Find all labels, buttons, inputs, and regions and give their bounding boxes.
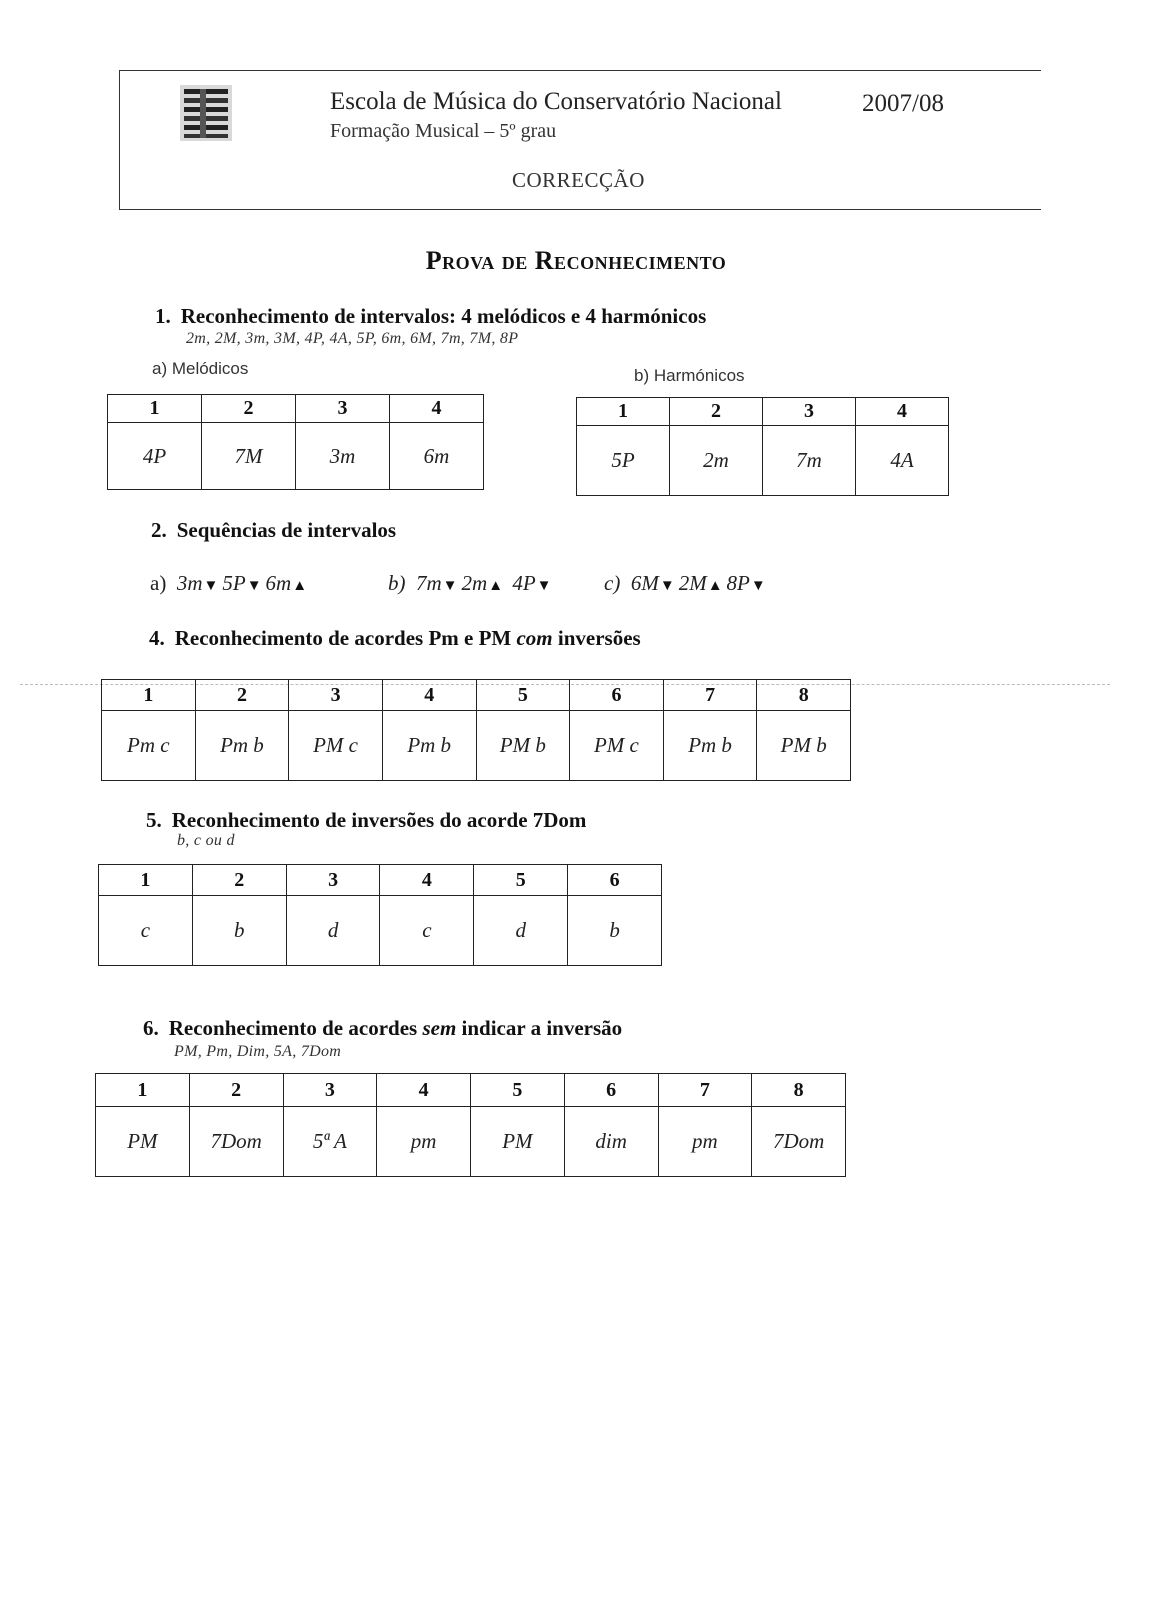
answer-cell: 6m xyxy=(390,423,484,490)
answer-cell: PM xyxy=(96,1107,190,1177)
section-number: 4. xyxy=(149,626,165,650)
section-6-hint: PM, Pm, Dim, 5A, 7Dom xyxy=(174,1043,342,1060)
section-title-emphasis: sem xyxy=(422,1016,457,1040)
column-number: 4 xyxy=(377,1074,471,1107)
answer-cell: c xyxy=(380,896,474,966)
column-number: 2 xyxy=(202,395,296,423)
interval: 4P xyxy=(512,571,536,595)
answer-cell: PM c xyxy=(570,711,664,781)
section-number: 6. xyxy=(143,1016,159,1040)
column-number: 2 xyxy=(189,1074,283,1107)
section-number: 1. xyxy=(155,304,171,328)
school-year: 2007/08 xyxy=(862,90,944,117)
triangle-down-icon: ▼ xyxy=(246,578,262,594)
answer-cell: 2m xyxy=(670,426,763,496)
section-2-heading xyxy=(151,518,396,543)
column-number: 4 xyxy=(390,395,484,423)
answer-cell: 7M xyxy=(202,423,296,490)
column-number: 6 xyxy=(570,680,664,711)
answer-cell: 4P xyxy=(108,423,202,490)
answer-cell: b xyxy=(568,896,662,966)
section-4-heading xyxy=(149,626,641,651)
column-number: 3 xyxy=(286,865,380,896)
answer-cell: 3m xyxy=(296,423,390,490)
section-5-hint: b, c ou d xyxy=(177,832,235,849)
section-6-heading xyxy=(143,1016,622,1041)
column-number: 7 xyxy=(663,680,757,711)
chord-inversions-table xyxy=(101,679,851,781)
column-number: 1 xyxy=(99,865,193,896)
interval: 5P xyxy=(222,571,246,595)
column-number: 6 xyxy=(564,1074,658,1107)
column-number: 1 xyxy=(102,680,196,711)
triangle-up-icon: ▲ xyxy=(707,578,723,594)
answer-cell: 5ª A xyxy=(283,1107,377,1177)
section-title-end: inversões xyxy=(557,626,641,650)
answer-cell: 7m xyxy=(763,426,856,496)
column-number: 2 xyxy=(195,680,289,711)
column-number: 8 xyxy=(752,1074,846,1107)
school-logo-icon xyxy=(180,85,232,141)
interval: 3m xyxy=(176,571,203,595)
section-title: Sequências de intervalos xyxy=(176,518,397,542)
column-number: 3 xyxy=(283,1074,377,1107)
sequence-label: c) xyxy=(604,571,621,595)
melodic-intervals-table xyxy=(107,394,484,490)
interval: 8P xyxy=(726,571,750,595)
column-number: 5 xyxy=(474,865,568,896)
section-title-emphasis: com xyxy=(516,626,553,650)
harmonic-intervals-table xyxy=(576,397,949,496)
harmonic-label: b) Harmónicos xyxy=(634,366,745,385)
column-number: 4 xyxy=(382,680,476,711)
column-number: 6 xyxy=(568,865,662,896)
triangle-down-icon: ▼ xyxy=(659,578,675,594)
melodic-label: a) Melódicos xyxy=(152,359,249,378)
column-number: 5 xyxy=(471,1074,565,1107)
sequence-c xyxy=(604,571,770,596)
answer-cell: PM c xyxy=(289,711,383,781)
answer-cell: Pm c xyxy=(102,711,196,781)
triangle-up-icon: ▲ xyxy=(488,578,504,594)
answer-cell: 7Dom xyxy=(189,1107,283,1177)
answer-cell: b xyxy=(192,896,286,966)
dom7-inversions-table xyxy=(98,864,662,966)
section-1-hint: 2m, 2M, 3m, 3M, 4P, 4A, 5P, 6m, 6M, 7m, 7M, 8P xyxy=(186,330,519,347)
column-number: 3 xyxy=(763,398,856,426)
answer-cell: c xyxy=(99,896,193,966)
section-title: Reconhecimento de acordes xyxy=(168,1016,418,1040)
sequence-a xyxy=(150,571,311,596)
column-number: 2 xyxy=(670,398,763,426)
answer-cell: pm xyxy=(658,1107,752,1177)
section-title: Reconhecimento de intervalos: 4 melódicos e 4 harmónicos xyxy=(180,304,707,328)
column-number: 4 xyxy=(856,398,949,426)
school-name: Escola de Música do Conservatório Nacional xyxy=(330,88,782,115)
section-number: 5. xyxy=(146,808,162,832)
chords-no-inversion-table xyxy=(95,1073,846,1177)
column-number: 8 xyxy=(757,680,851,711)
answer-cell: d xyxy=(474,896,568,966)
triangle-down-icon: ▼ xyxy=(442,578,458,594)
triangle-down-icon: ▼ xyxy=(750,578,766,594)
column-number: 3 xyxy=(289,680,383,711)
answer-cell: 7Dom xyxy=(752,1107,846,1177)
section-title: Reconhecimento de acordes Pm e PM xyxy=(174,626,512,650)
answer-cell: PM b xyxy=(757,711,851,781)
answer-cell: 4A xyxy=(856,426,949,496)
page-title: Prova de Reconhecimento xyxy=(425,246,727,275)
interval: 2M xyxy=(678,571,707,595)
column-number: 3 xyxy=(296,395,390,423)
triangle-down-icon: ▼ xyxy=(203,578,219,594)
interval: 6m xyxy=(265,571,292,595)
triangle-down-icon: ▼ xyxy=(536,578,552,594)
sequence-b xyxy=(388,571,556,596)
answer-cell: Pm b xyxy=(382,711,476,781)
answer-cell: pm xyxy=(377,1107,471,1177)
section-title-end: indicar a inversão xyxy=(461,1016,623,1040)
section-1-heading xyxy=(155,304,706,329)
answer-cell: d xyxy=(286,896,380,966)
section-5-heading xyxy=(146,808,586,833)
triangle-up-icon: ▲ xyxy=(292,578,308,594)
answer-cell: 5P xyxy=(577,426,670,496)
section-number: 2. xyxy=(151,518,167,542)
correction-label: CORRECÇÃO xyxy=(512,168,645,192)
column-number: 5 xyxy=(476,680,570,711)
interval: 7m xyxy=(416,571,442,595)
interval: 2m xyxy=(461,571,488,595)
interval: 6M xyxy=(630,571,659,595)
column-number: 1 xyxy=(577,398,670,426)
answer-cell: Pm b xyxy=(195,711,289,781)
column-number: 1 xyxy=(108,395,202,423)
section-title: Reconhecimento de inversões do acorde 7Dom xyxy=(171,808,587,832)
sequence-label: a) xyxy=(150,571,167,595)
sequence-label: b) xyxy=(388,571,406,595)
answer-cell: dim xyxy=(564,1107,658,1177)
answer-cell: PM b xyxy=(476,711,570,781)
column-number: 1 xyxy=(96,1074,190,1107)
answer-cell: PM xyxy=(471,1107,565,1177)
course-name: Formação Musical – 5º grau xyxy=(330,120,557,142)
column-number: 7 xyxy=(658,1074,752,1107)
answer-cell: Pm b xyxy=(663,711,757,781)
column-number: 2 xyxy=(192,865,286,896)
column-number: 4 xyxy=(380,865,474,896)
